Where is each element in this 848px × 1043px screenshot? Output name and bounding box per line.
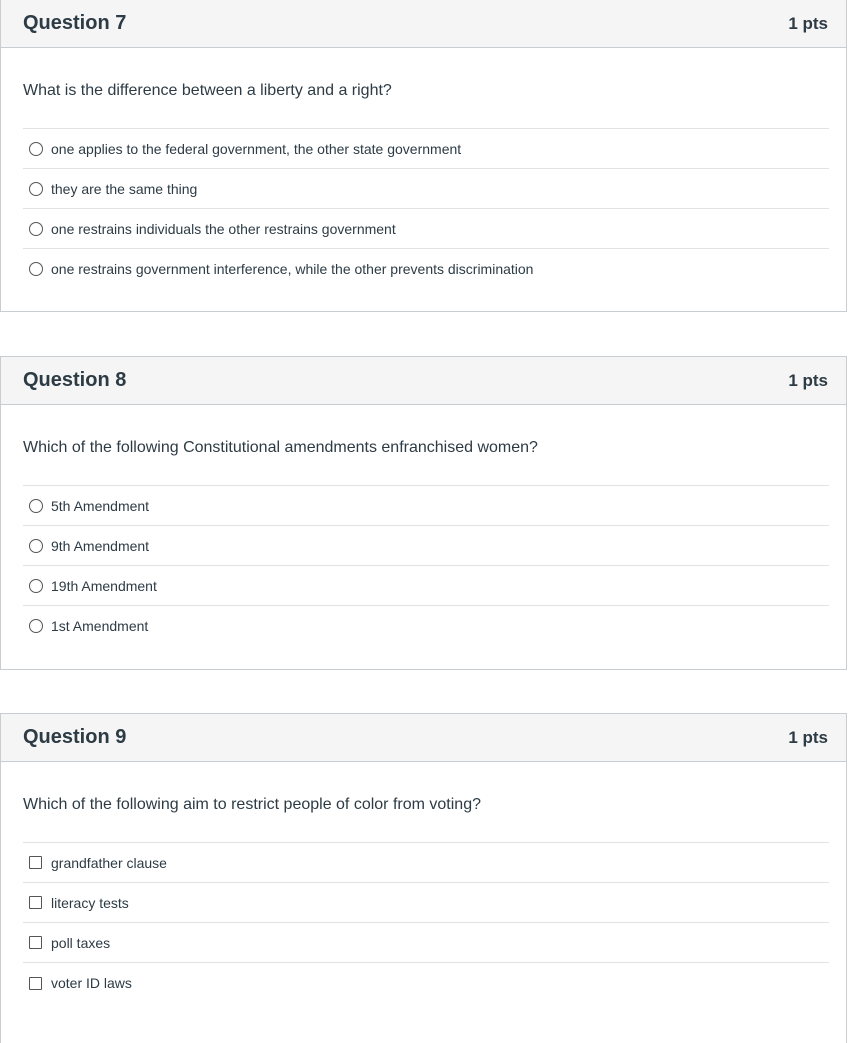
radio-button[interactable]	[29, 262, 43, 276]
question-points: 1 pts	[788, 13, 828, 33]
answer-label: 19th Amendment	[51, 577, 157, 594]
answer-option[interactable]	[23, 883, 829, 923]
answer-option[interactable]	[23, 249, 829, 289]
radio-button[interactable]	[29, 619, 43, 633]
answer-option[interactable]	[23, 843, 829, 883]
radio-button[interactable]	[29, 539, 43, 553]
answer-label: 1st Amendment	[51, 618, 149, 634]
answer-option[interactable]	[23, 169, 829, 209]
answer-label: poll taxes	[51, 934, 111, 951]
checkbox[interactable]	[29, 977, 42, 990]
answer-label: one restrains individuals the other restrains government	[51, 220, 396, 237]
radio-button[interactable]	[29, 182, 43, 196]
radio-button[interactable]	[29, 142, 43, 156]
checkbox[interactable]	[29, 896, 42, 909]
answer-label: voter ID laws	[51, 975, 132, 991]
checkbox[interactable]	[29, 936, 42, 949]
question-text: What is the difference between a liberty and a right?	[23, 82, 392, 99]
radio-button[interactable]	[29, 222, 43, 236]
answer-option[interactable]	[23, 486, 829, 526]
question-header	[1, 357, 846, 405]
answer-label: 9th Amendment	[51, 537, 150, 554]
question-8	[0, 356, 847, 670]
answer-label: one restrains government interference, while the other prevents discrimination	[51, 261, 534, 277]
question-header	[1, 714, 846, 762]
question-points: 1 pts	[788, 727, 828, 747]
radio-button[interactable]	[29, 579, 43, 593]
question-text: Which of the following Constitutional amendments enfranchised women?	[23, 439, 538, 456]
answer-option[interactable]	[23, 566, 829, 606]
question-text: Which of the following aim to restrict people of color from voting?	[23, 796, 481, 813]
answer-label: they are the same thing	[51, 180, 198, 197]
answer-list	[23, 842, 829, 1003]
question-title: Question 9	[23, 726, 127, 748]
answer-label: one applies to the federal government, the other state government	[51, 140, 462, 157]
question-9	[0, 713, 847, 1043]
checkbox[interactable]	[29, 856, 42, 869]
answer-option[interactable]	[23, 963, 829, 1003]
question-title: Question 8	[23, 369, 127, 391]
question-title: Question 7	[23, 12, 127, 34]
question-header	[1, 0, 846, 48]
answer-list	[23, 485, 829, 646]
answer-label: literacy tests	[51, 894, 129, 911]
question-points: 1 pts	[788, 370, 828, 390]
answer-list	[23, 128, 829, 289]
answer-option[interactable]	[23, 923, 829, 963]
answer-option[interactable]	[23, 129, 829, 169]
answer-option[interactable]	[23, 209, 829, 249]
answer-label: 5th Amendment	[51, 497, 150, 514]
answer-option[interactable]	[23, 526, 829, 566]
radio-button[interactable]	[29, 499, 43, 513]
question-7	[0, 0, 847, 312]
answer-option[interactable]	[23, 606, 829, 646]
answer-label: grandfather clause	[51, 854, 167, 871]
